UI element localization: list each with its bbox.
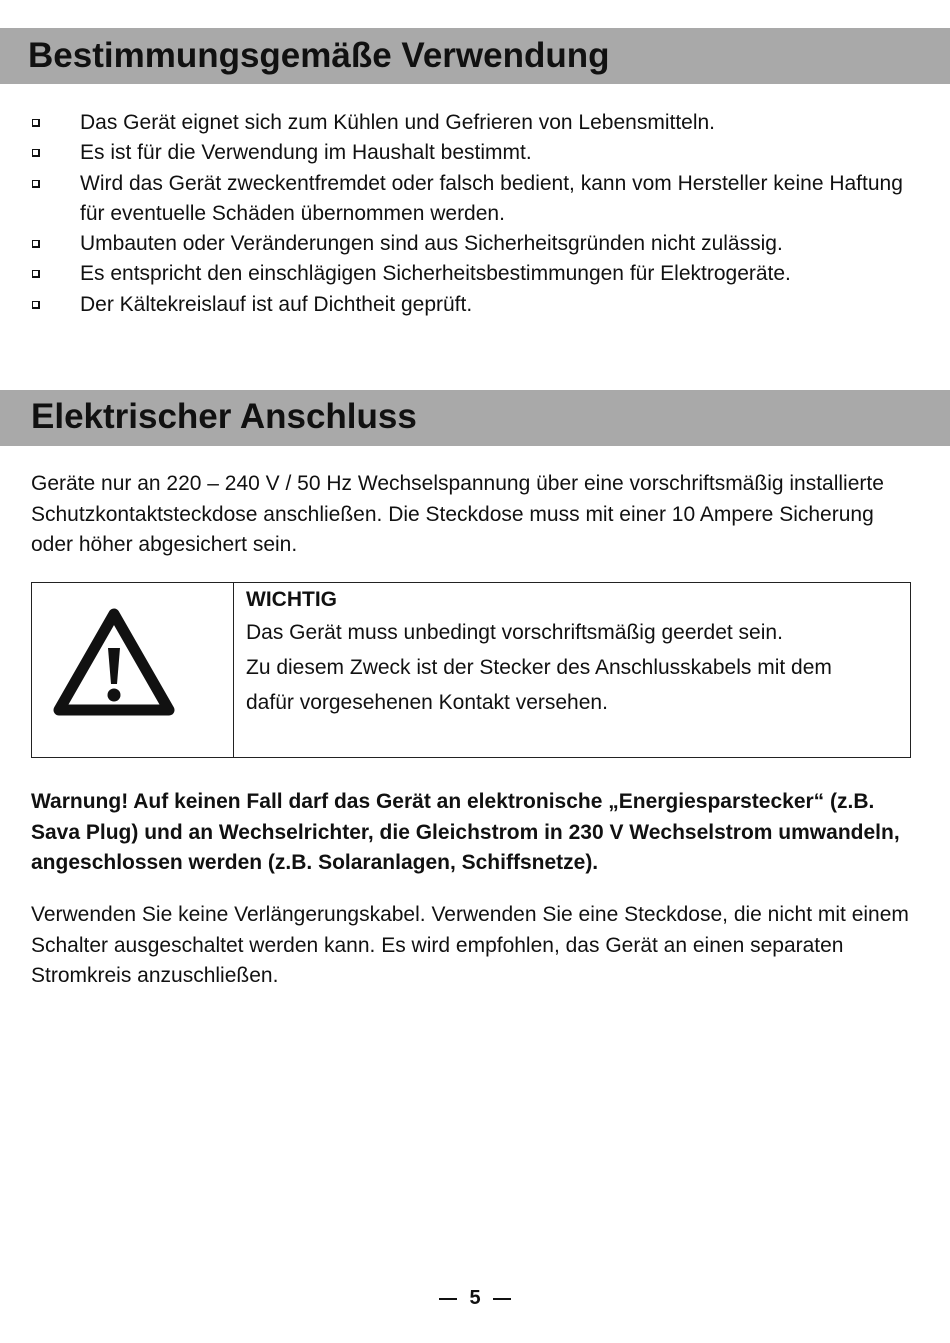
list-item <box>30 108 910 138</box>
list-item-text: Wird das Gerät zweckentfremdet oder falsch bedient, kann vom Hersteller keine Haftung für eventuelle Schäden übernommen werden. <box>80 171 903 225</box>
list-item <box>30 229 910 259</box>
checkbox-bullet-icon <box>32 270 40 278</box>
checkbox-bullet-icon <box>32 301 40 309</box>
section-title: Bestimmungsgemäße Verwendung <box>28 36 610 75</box>
warning-triangle-icon <box>53 608 175 716</box>
section-header-intended-use <box>0 28 950 84</box>
list-item <box>30 138 910 168</box>
checkbox-bullet-icon <box>32 149 40 157</box>
checkbox-bullet-icon <box>32 180 40 188</box>
important-line: Das Gerät muss unbedingt vorschriftsmäßig geerdet sein. <box>246 621 783 644</box>
list-item-text: Der Kältekreislauf ist auf Dichtheit geprüft. <box>80 292 473 316</box>
list-item <box>30 290 910 320</box>
connection-instructions-paragraph: Geräte nur an 220 – 240 V / 50 Hz Wechselspannung über eine vorschriftsmäßig installierte Schutzkontaktsteckdose anschließen. Die Steckdose muss mit einer 10 Ampere Sicherung oder höher abgesichert sein. <box>31 472 884 556</box>
section-title: Elektrischer Anschluss <box>31 397 417 436</box>
list-item-text: Es ist für die Verwendung im Haushalt bestimmt. <box>80 141 532 165</box>
important-line: Zu diesem Zweck ist der Stecker des Anschlusskabels mit dem <box>246 656 832 679</box>
warning-paragraph: Warnung! Auf keinen Fall darf das Gerät an elektronische „Energiesparstecker“ (z.B. Sava Plug) und an Wechselrichter, die Gleichstrom in 230 V Wechselstrom umwandeln, angeschlossen werden (z.B. Solaranlagen, Schiffsnetze). <box>31 790 900 874</box>
extension-cable-paragraph: Verwenden Sie keine Verlängerungskabel. Verwenden Sie eine Steckdose, die nicht mit einem Schalter ausgeschaltet werden kann. Es wird empfohlen, das Gerät an einen separaten Stromkreis anzuschließen. <box>31 903 909 987</box>
dash-right <box>493 1298 511 1300</box>
list-item-text: Es entspricht den einschlägigen Sicherheitsbestimmungen für Elektrogeräte. <box>80 262 791 286</box>
section-header-electrical-connection <box>0 390 950 446</box>
page-number: 5 <box>469 1287 481 1309</box>
list-item <box>30 169 910 230</box>
dash-left <box>439 1298 457 1300</box>
important-line: dafür vorgesehenen Kontakt versehen. <box>246 691 608 714</box>
checkbox-bullet-icon <box>32 240 40 248</box>
list-item <box>30 259 910 289</box>
important-text-cell <box>246 585 896 720</box>
intended-use-list <box>30 108 910 320</box>
important-notice-box <box>31 582 911 758</box>
important-icon-cell <box>32 583 234 757</box>
list-item-text: Das Gerät eignet sich zum Kühlen und Gefrieren von Lebensmitteln. <box>80 111 716 134</box>
important-title: WICHTIG <box>246 588 337 611</box>
list-item-text: Umbauten oder Veränderungen sind aus Sicherheitsgründen nicht zulässig. <box>80 232 783 256</box>
page-footer <box>0 1287 950 1310</box>
checkbox-bullet-icon <box>32 119 40 127</box>
